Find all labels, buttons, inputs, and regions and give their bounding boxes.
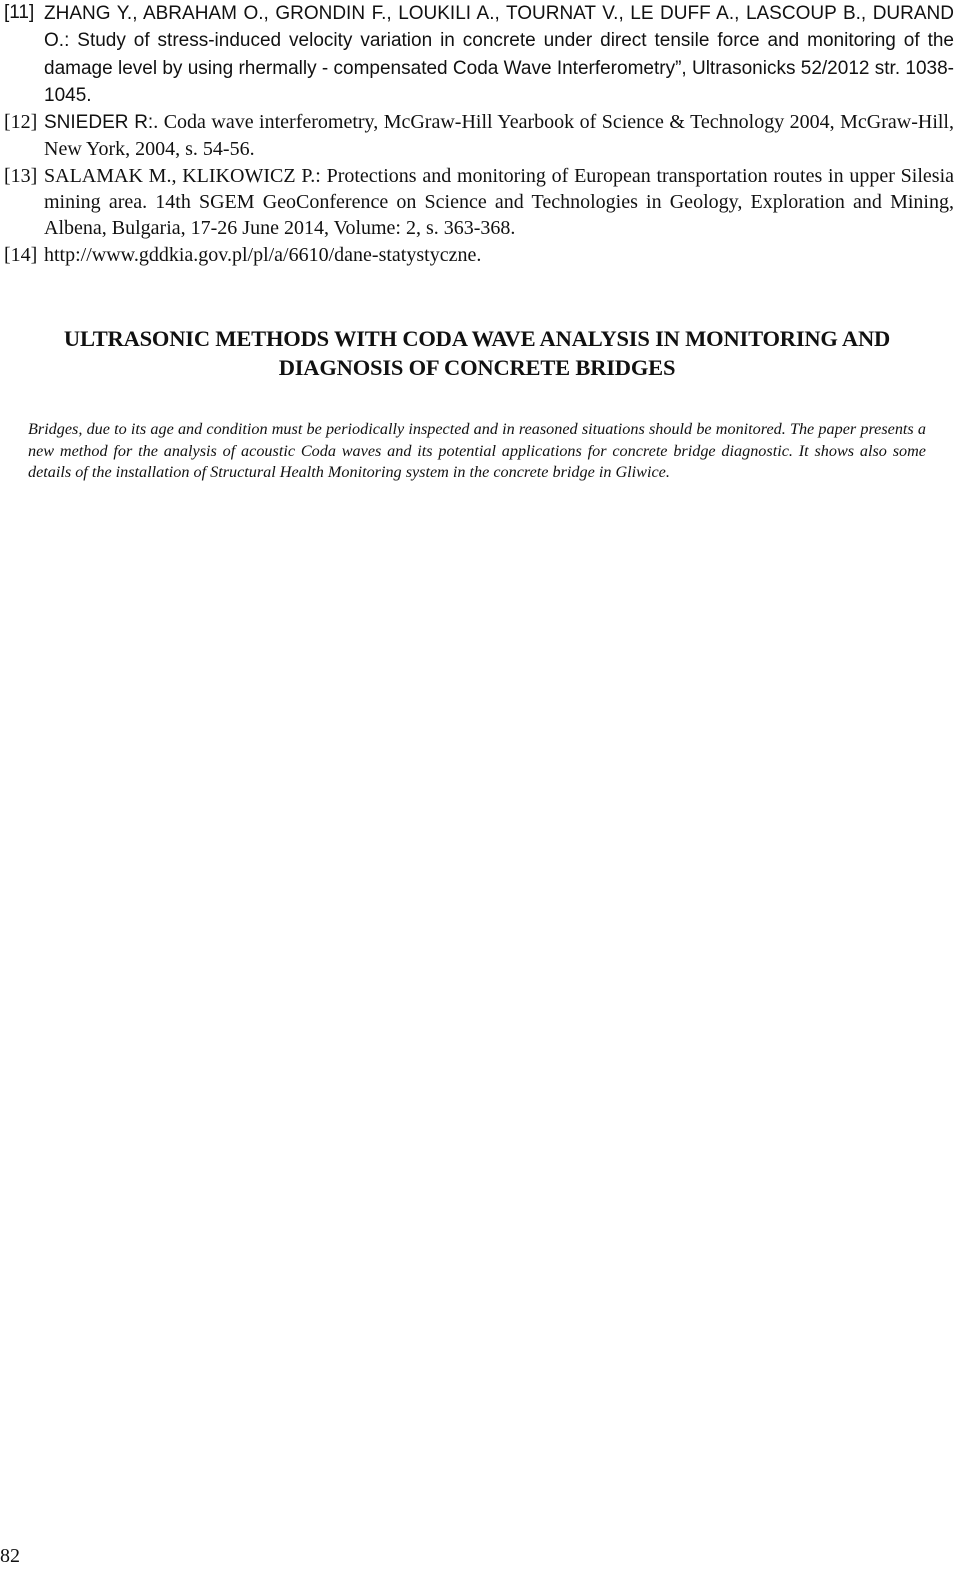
reference-body: : Protections and monitoring of European transportation routes in upper Silesia mining area. 14th SGEM GeoConference on Science and Technologies in Geology, Exploration and Mining, Albena, Bulgaria, 17-26 June 2014, Volume: 2, s. 363-368.	[44, 164, 954, 240]
reference-item	[4, 242, 954, 268]
reference-item	[4, 0, 954, 109]
reference-body: : Study of stress-induced velocity variation in concrete under direct tensile force and monitoring of the damage level by using rhermally - compensated Coda Wave Interferometry”, Ultrasonicks 52/2012 str. 1038-1045.	[44, 30, 954, 106]
reference-url: http://www.gddkia.gov.pl/pl/a/6610/dane-statystyczne.	[44, 243, 482, 266]
reference-text	[44, 0, 954, 109]
reference-number: [11]	[4, 2, 35, 23]
reference-text	[44, 163, 954, 242]
reference-authors: ZHANG Y., ABRAHAM O., GRONDIN F., LOUKILI A., TOURNAT V., LE DUFF A., LASCOUP B., DURAND O.	[44, 3, 954, 52]
reference-list	[4, 0, 954, 268]
reference-number: [14]	[4, 243, 38, 266]
reference-item	[4, 109, 954, 163]
reference-body: . Coda wave interferometry, McGraw-Hill Yearbook of Science & Technology 2004, McGraw-Hill, New York, 2004, s. 54-56.	[44, 111, 954, 161]
reference-number: [12]	[4, 111, 38, 134]
reference-item	[4, 163, 954, 242]
reference-text	[44, 242, 954, 268]
reference-text	[44, 109, 954, 163]
reference-authors: SNIEDER R:	[44, 112, 154, 134]
article-abstract: Bridges, due to its age and condition must be periodically inspected and in reasoned situations should be monitored. The paper presents a new method for the analysis of acoustic Coda waves and its potential applications for concrete bridge diagnostic. It shows also some details of the installation of Structural Health Monitoring system in the concrete bridge in Gliwice.	[28, 420, 926, 482]
article-title: ULTRASONIC METHODS WITH CODA WAVE ANALYSIS IN MONITORING AND DIAGNOSIS OF CONCRETE BRIDGES	[63, 326, 891, 380]
page-number: 82	[0, 1545, 20, 1567]
reference-number: [13]	[4, 164, 38, 187]
reference-authors: SALAMAK M., KLIKOWICZ P.	[44, 164, 316, 187]
